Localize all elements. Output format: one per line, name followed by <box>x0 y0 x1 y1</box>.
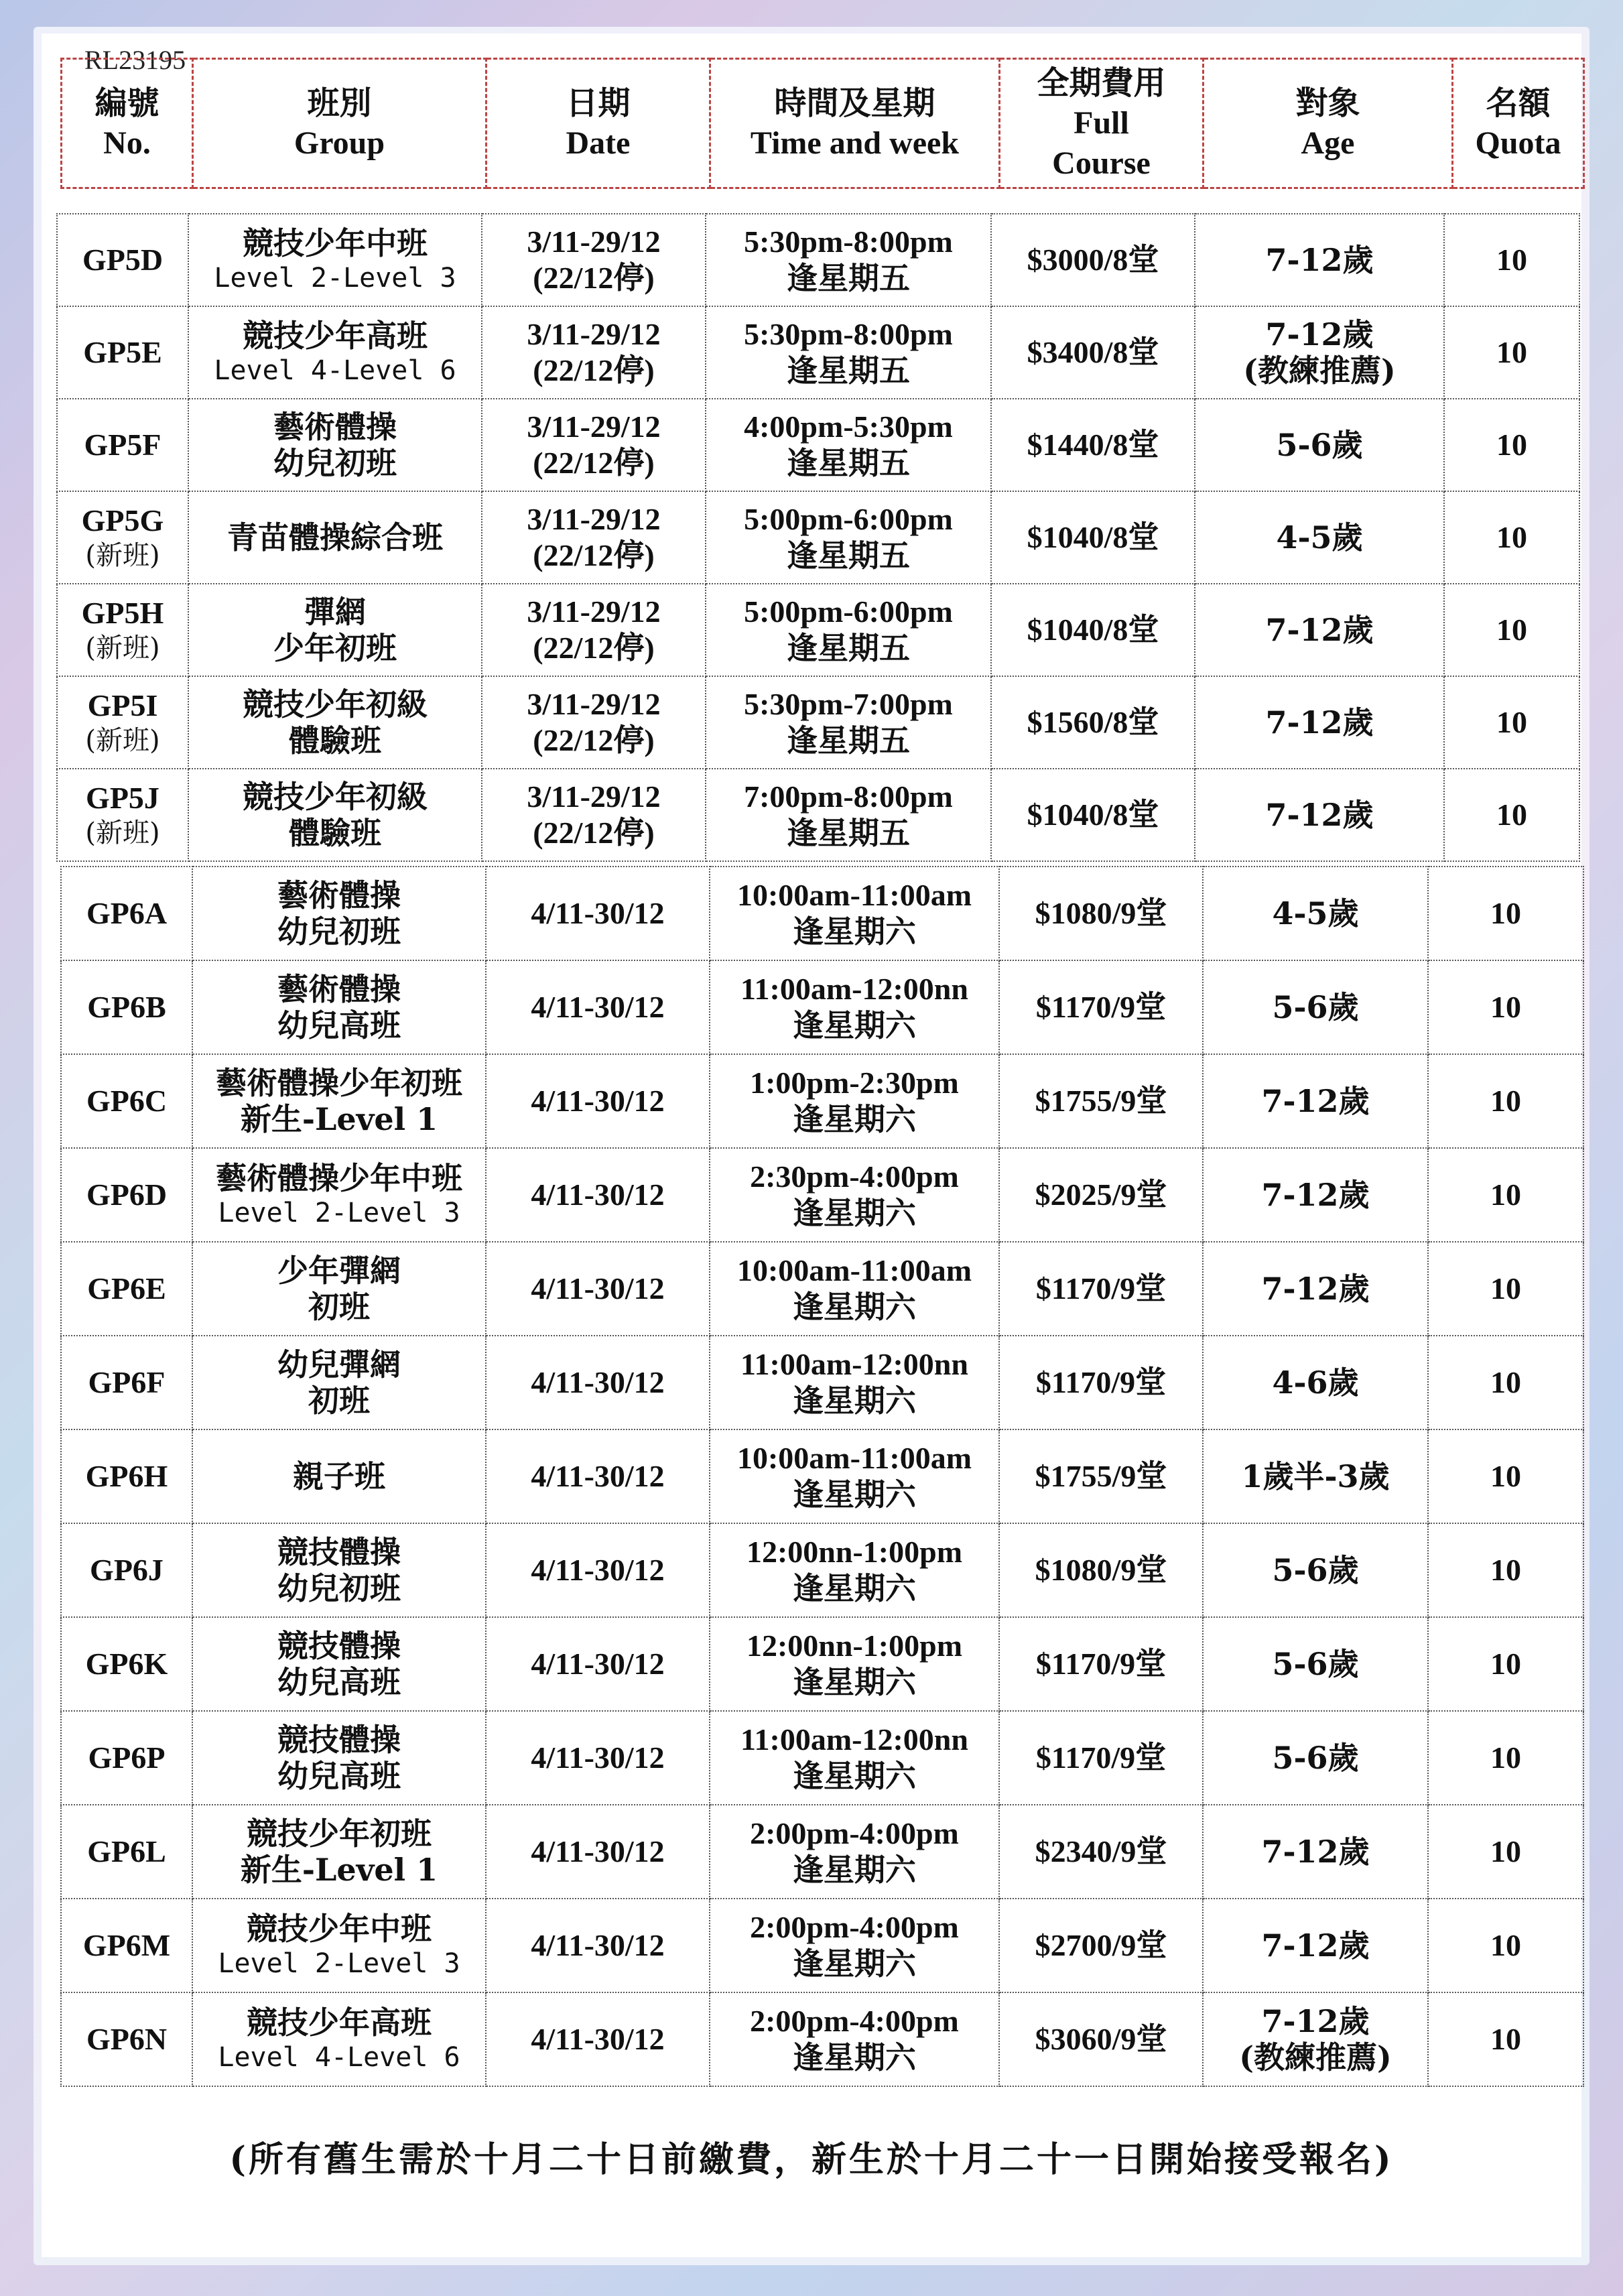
header-no: 編號 No. <box>62 59 193 188</box>
class-fee: $1040/8堂 <box>991 769 1195 861</box>
class-time: 11:00am-12:00nn 逢星期六 <box>710 1336 999 1429</box>
table-row <box>57 491 1579 584</box>
class-age: 5-6歲 <box>1203 1617 1428 1711</box>
class-code: GP5D <box>57 214 188 306</box>
new-class-tag: (新班) <box>85 540 160 571</box>
table-row <box>61 1523 1583 1617</box>
class-date: 4/11-30/12 <box>486 1805 710 1899</box>
class-date: 4/11-30/12 <box>486 1899 710 1992</box>
new-class-tag: (新班) <box>85 818 160 848</box>
header-time: 時間及星期 Time and week <box>710 59 1000 188</box>
table-row <box>61 1429 1583 1523</box>
class-code: GP6E <box>61 1242 192 1336</box>
class-age: 7-12歲 <box>1203 1054 1428 1148</box>
header-fee: 全期費用 Full Course <box>1000 59 1204 188</box>
class-age: 7-12歲 (教練推薦) <box>1195 306 1444 399</box>
class-quota: 10 <box>1428 1429 1583 1523</box>
class-age: 7-12歲 <box>1195 676 1444 769</box>
enrollment-footnote: (所有舊生需於十月二十日前繳費，新生於十月二十一日開始接受報名) <box>229 2139 1394 2180</box>
class-date: 4/11-30/12 <box>486 1148 710 1242</box>
class-date: 4/11-30/12 <box>486 1711 710 1805</box>
class-fee: $1755/9堂 <box>999 1054 1203 1148</box>
table-row <box>61 1711 1583 1805</box>
table-row <box>57 399 1579 491</box>
class-time: 12:00nn-1:00pm 逢星期六 <box>710 1523 999 1617</box>
class-date: 4/11-30/12 <box>486 1242 710 1336</box>
class-date: 3/11-29/12 (22/12停) <box>482 399 706 491</box>
class-time: 12:00nn-1:00pm 逢星期六 <box>710 1617 999 1711</box>
class-quota: 10 <box>1428 960 1583 1054</box>
class-code: GP5I (新班) <box>57 676 188 769</box>
class-quota: 10 <box>1428 1899 1583 1992</box>
table-row <box>57 769 1579 861</box>
class-group: 彈網 少年初班 <box>188 584 482 676</box>
class-fee: $2025/9堂 <box>999 1148 1203 1242</box>
class-fee: $1170/9堂 <box>999 1242 1203 1336</box>
class-quota: 10 <box>1428 1336 1583 1429</box>
class-fee: $2700/9堂 <box>999 1899 1203 1992</box>
class-date: 4/11-30/12 <box>486 1054 710 1148</box>
table-row <box>61 1992 1583 2086</box>
class-group: 競技體操 幼兒高班 <box>192 1711 486 1805</box>
table-row <box>61 1242 1583 1336</box>
class-time: 5:00pm-6:00pm 逢星期五 <box>706 491 991 584</box>
class-group: 幼兒彈網 初班 <box>192 1336 486 1429</box>
saturday-classes-table <box>60 866 1584 2087</box>
class-code: GP5H (新班) <box>57 584 188 676</box>
class-code: GP5F <box>57 399 188 491</box>
table-row <box>61 1805 1583 1899</box>
class-time: 2:00pm-4:00pm 逢星期六 <box>710 1992 999 2086</box>
class-group: 競技少年中班 Level 2-Level 3 <box>188 214 482 306</box>
class-age: 7-12歲 <box>1203 1242 1428 1336</box>
class-date: 4/11-30/12 <box>486 867 710 960</box>
class-date: 4/11-30/12 <box>486 1523 710 1617</box>
class-age: 7-12歲 <box>1195 584 1444 676</box>
header-group: 班別 Group <box>193 59 486 188</box>
class-fee: $2340/9堂 <box>999 1805 1203 1899</box>
class-date: 3/11-29/12 (22/12停) <box>482 491 706 584</box>
class-group: 競技少年初級 體驗班 <box>188 676 482 769</box>
class-age: 7-12歲 <box>1203 1805 1428 1899</box>
class-fee: $1755/9堂 <box>999 1429 1203 1523</box>
table-row <box>61 867 1583 960</box>
class-fee: $1040/8堂 <box>991 491 1195 584</box>
class-time: 2:30pm-4:00pm 逢星期六 <box>710 1148 999 1242</box>
class-time: 5:30pm-8:00pm 逢星期五 <box>706 214 991 306</box>
class-group: 競技少年初班 新生-Level 1 <box>192 1805 486 1899</box>
class-code: GP5J (新班) <box>57 769 188 861</box>
class-date: 4/11-30/12 <box>486 1429 710 1523</box>
class-age: 4-6歲 <box>1203 1336 1428 1429</box>
class-quota: 10 <box>1428 1148 1583 1242</box>
friday-classes-table <box>56 213 1580 862</box>
table-row <box>61 1899 1583 1992</box>
class-quota: 10 <box>1428 1054 1583 1148</box>
class-fee: $1170/9堂 <box>999 1617 1203 1711</box>
class-code: GP6L <box>61 1805 192 1899</box>
new-class-tag: (新班) <box>85 725 160 756</box>
class-quota: 10 <box>1428 1617 1583 1711</box>
class-time: 5:30pm-8:00pm 逢星期五 <box>706 306 991 399</box>
class-date: 4/11-30/12 <box>486 960 710 1054</box>
class-group: 藝術體操 幼兒高班 <box>192 960 486 1054</box>
class-quota: 10 <box>1428 1711 1583 1805</box>
table-row <box>61 960 1583 1054</box>
class-fee: $3060/9堂 <box>999 1992 1203 2086</box>
header-table <box>60 58 1585 189</box>
class-fee: $1040/8堂 <box>991 584 1195 676</box>
class-time: 11:00am-12:00nn 逢星期六 <box>710 1711 999 1805</box>
class-date: 3/11-29/12 (22/12停) <box>482 584 706 676</box>
class-fee: $3000/8堂 <box>991 214 1195 306</box>
class-time: 10:00am-11:00am 逢星期六 <box>710 1429 999 1523</box>
document-reference: RL23195 <box>84 45 186 75</box>
class-age: 7-12歲 (教練推薦) <box>1203 1992 1428 2086</box>
class-age: 7-12歲 <box>1195 769 1444 861</box>
class-date: 4/11-30/12 <box>486 1992 710 2086</box>
header-date: 日期 Date <box>486 59 710 188</box>
class-fee: $1080/9堂 <box>999 1523 1203 1617</box>
class-code: GP6M <box>61 1899 192 1992</box>
table-row <box>61 1054 1583 1148</box>
class-code: GP6C <box>61 1054 192 1148</box>
class-code: GP6B <box>61 960 192 1054</box>
class-code: GP6D <box>61 1148 192 1242</box>
class-group: 競技體操 幼兒高班 <box>192 1617 486 1711</box>
class-quota: 10 <box>1428 1523 1583 1617</box>
class-date: 3/11-29/12 (22/12停) <box>482 769 706 861</box>
class-group: 青苗體操綜合班 <box>188 491 482 584</box>
class-date: 3/11-29/12 (22/12停) <box>482 306 706 399</box>
table-row <box>57 214 1579 306</box>
class-code: GP5G (新班) <box>57 491 188 584</box>
class-time: 10:00am-11:00am 逢星期六 <box>710 1242 999 1336</box>
class-date: 4/11-30/12 <box>486 1617 710 1711</box>
class-age: 5-6歲 <box>1203 1711 1428 1805</box>
table-row <box>61 1336 1583 1429</box>
class-code: GP6H <box>61 1429 192 1523</box>
class-fee: $1080/9堂 <box>999 867 1203 960</box>
class-fee: $1560/8堂 <box>991 676 1195 769</box>
class-quota: 10 <box>1444 491 1579 584</box>
class-time: 2:00pm-4:00pm 逢星期六 <box>710 1899 999 1992</box>
class-fee: $1170/9堂 <box>999 960 1203 1054</box>
class-age: 5-6歲 <box>1203 960 1428 1054</box>
class-age: 4-5歲 <box>1195 491 1444 584</box>
class-time: 5:00pm-6:00pm 逢星期五 <box>706 584 991 676</box>
table-row <box>61 1617 1583 1711</box>
class-quota: 10 <box>1444 214 1579 306</box>
class-quota: 10 <box>1444 399 1579 491</box>
class-time: 10:00am-11:00am 逢星期六 <box>710 867 999 960</box>
class-code: GP6N <box>61 1992 192 2086</box>
class-group: 競技少年高班 Level 4-Level 6 <box>188 306 482 399</box>
class-fee: $1440/8堂 <box>991 399 1195 491</box>
class-age: 5-6歲 <box>1203 1523 1428 1617</box>
class-quota: 10 <box>1444 769 1579 861</box>
class-group: 競技少年初級 體驗班 <box>188 769 482 861</box>
class-time: 11:00am-12:00nn 逢星期六 <box>710 960 999 1054</box>
class-date: 3/11-29/12 (22/12停) <box>482 214 706 306</box>
class-code: GP6A <box>61 867 192 960</box>
class-age: 4-5歲 <box>1203 867 1428 960</box>
class-date: 4/11-30/12 <box>486 1336 710 1429</box>
class-group: 親子班 <box>192 1429 486 1523</box>
class-time: 7:00pm-8:00pm 逢星期五 <box>706 769 991 861</box>
header-quota: 名額 Quota <box>1453 59 1584 188</box>
class-quota: 10 <box>1444 306 1579 399</box>
class-group: 藝術體操 幼兒初班 <box>192 867 486 960</box>
class-quota: 10 <box>1428 1242 1583 1336</box>
class-group: 少年彈網 初班 <box>192 1242 486 1336</box>
class-code: GP6F <box>61 1336 192 1429</box>
class-quota: 10 <box>1428 1992 1583 2086</box>
class-time: 1:00pm-2:30pm 逢星期六 <box>710 1054 999 1148</box>
class-age: 7-12歲 <box>1203 1148 1428 1242</box>
class-age: 5-6歲 <box>1195 399 1444 491</box>
class-quota: 10 <box>1444 584 1579 676</box>
class-time: 4:00pm-5:30pm 逢星期五 <box>706 399 991 491</box>
class-code: GP5E <box>57 306 188 399</box>
class-code: GP6K <box>61 1617 192 1711</box>
class-group: 競技少年中班 Level 2-Level 3 <box>192 1899 486 1992</box>
table-row <box>57 584 1579 676</box>
class-code: GP6P <box>61 1711 192 1805</box>
class-group: 藝術體操 幼兒初班 <box>188 399 482 491</box>
class-age: 1歲半-3歲 <box>1203 1429 1428 1523</box>
class-fee: $1170/9堂 <box>999 1711 1203 1805</box>
class-code: GP6J <box>61 1523 192 1617</box>
class-group: 競技體操 幼兒初班 <box>192 1523 486 1617</box>
class-date: 3/11-29/12 (22/12停) <box>482 676 706 769</box>
class-time: 2:00pm-4:00pm 逢星期六 <box>710 1805 999 1899</box>
new-class-tag: (新班) <box>85 633 160 663</box>
class-group: 藝術體操少年中班 Level 2-Level 3 <box>192 1148 486 1242</box>
class-fee: $1170/9堂 <box>999 1336 1203 1429</box>
class-quota: 10 <box>1428 1805 1583 1899</box>
table-row <box>57 306 1579 399</box>
class-age: 7-12歲 <box>1203 1899 1428 1992</box>
class-age: 7-12歲 <box>1195 214 1444 306</box>
class-quota: 10 <box>1428 867 1583 960</box>
table-row <box>61 1148 1583 1242</box>
table-row <box>57 676 1579 769</box>
class-fee: $3400/8堂 <box>991 306 1195 399</box>
class-time: 5:30pm-7:00pm 逢星期五 <box>706 676 991 769</box>
class-group: 競技少年高班 Level 4-Level 6 <box>192 1992 486 2086</box>
class-group: 藝術體操少年初班 新生-Level 1 <box>192 1054 486 1148</box>
class-quota: 10 <box>1444 676 1579 769</box>
header-age: 對象 Age <box>1204 59 1453 188</box>
